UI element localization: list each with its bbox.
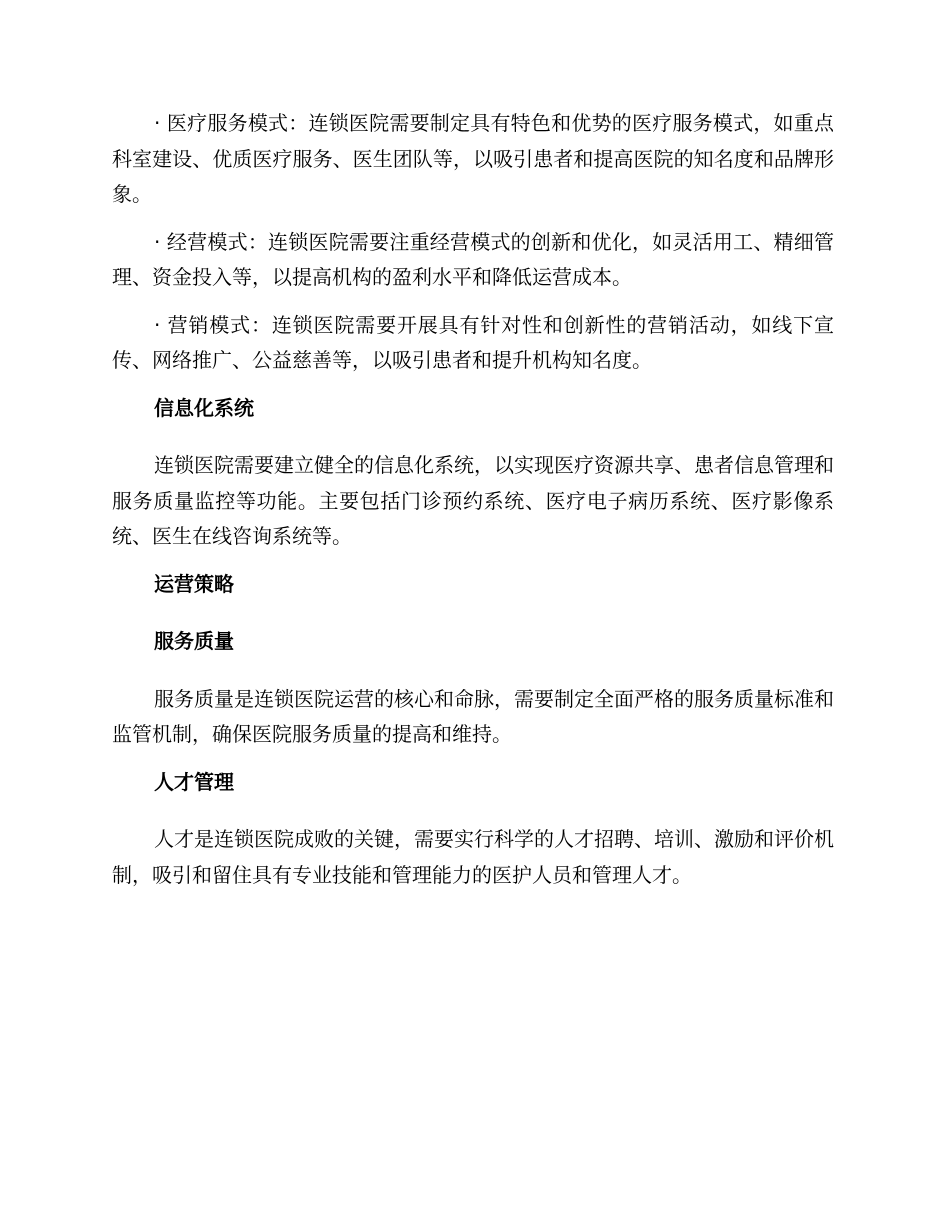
paragraph-talent-management: 人才是连锁医院成败的关键，需要实行科学的人才招聘、培训、激励和评价机制，吸引和留住具有专业技能和管理能力的医护人员和管理人才。 [112, 827, 834, 887]
heading-operation-strategy: 运营策略 [154, 571, 234, 596]
heading-service-quality: 服务质量 [154, 629, 234, 653]
heading-information-system: 信息化系统 [154, 395, 254, 420]
bullet-medical-service-model: · 医疗服务模式：连锁医院需要制定具有特色和优势的医疗服务模式，如重点科室建设、优质医疗服务、医生团队等，以吸引患者和提高医院的知名度和品牌形象。 [112, 111, 834, 206]
paragraph-service-quality: 服务质量是连锁医院运营的核心和命脉，需要制定全面严格的服务质量标准和监管机制，确保医院服务质量的提高和维持。 [112, 686, 834, 746]
paragraph-information-system: 连锁医院需要建立健全的信息化系统，以实现医疗资源共享、患者信息管理和服务质量监控等功能。主要包括门诊预约系统、医疗电子病历系统、医疗影像系统、医生在线咨询系统等。 [112, 453, 834, 548]
heading-talent-management: 人才管理 [154, 769, 234, 794]
bullet-business-model: · 经营模式：连锁医院需要注重经营模式的创新和优化，如灵活用工、精细管理、资金投入等，以提高机构的盈利水平和降低运营成本。 [112, 229, 834, 289]
document-body [112, 106, 834, 905]
bullet-marketing-model: · 营销模式：连锁医院需要开展具有针对性和创新性的营销活动，如线下宣传、网络推广、公益慈善等，以吸引患者和提升机构知名度。 [112, 312, 834, 372]
